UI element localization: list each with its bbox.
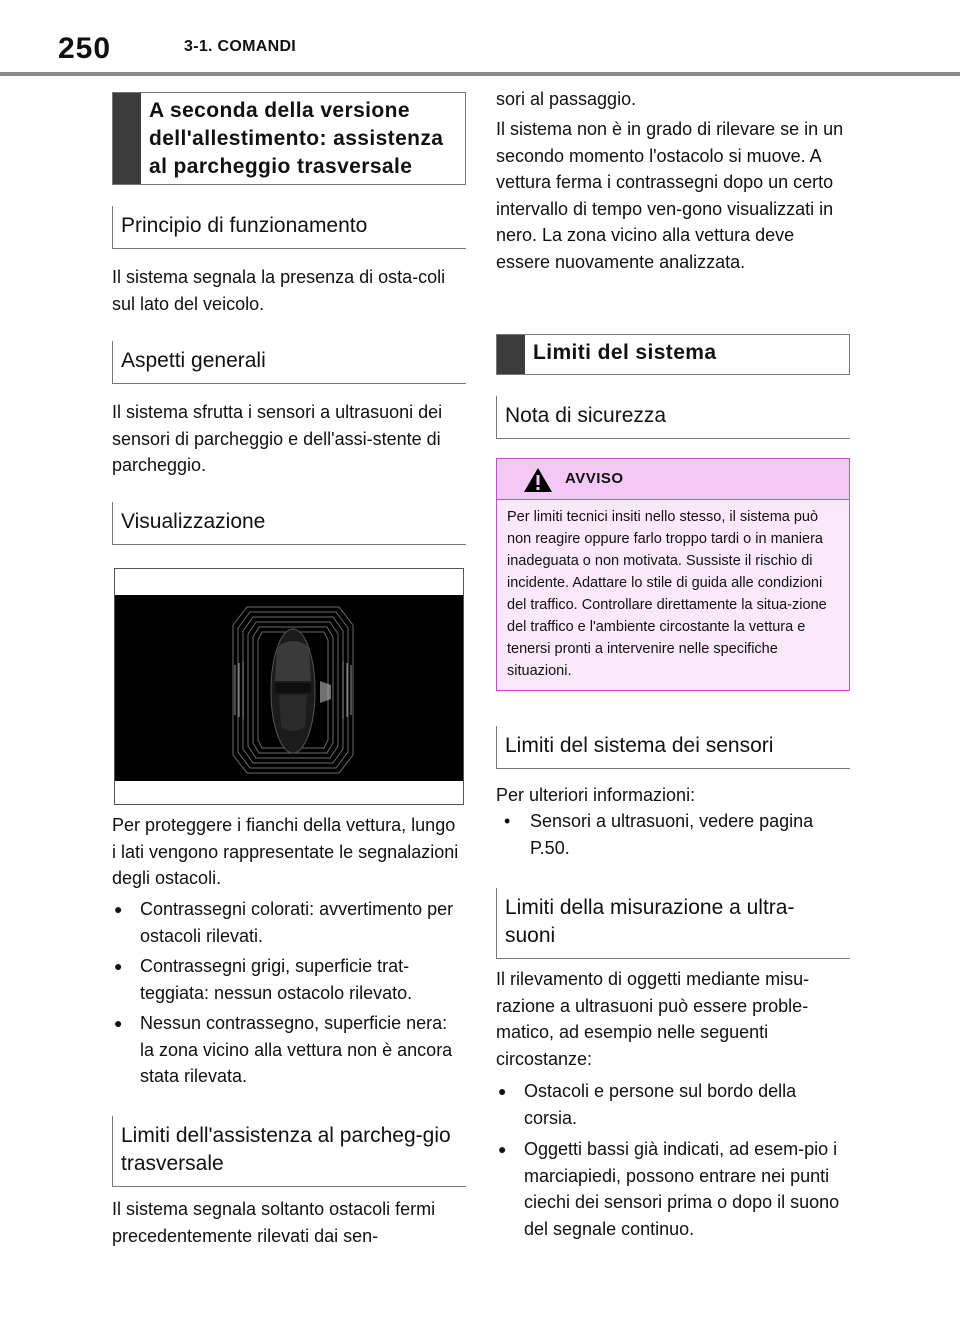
page-header [0, 0, 960, 76]
parking-display-illustration [114, 568, 464, 805]
section-title: 3-1. COMANDI [184, 38, 297, 55]
system-limits-heading-box [496, 334, 850, 375]
subheading-ultrasonic-limits: Limiti della misurazione a ultra-suoni [496, 888, 850, 959]
heading-bar [497, 335, 525, 374]
list-item: ● Nessun contrassegno, superficie nera: la zona vicino alla vettura non è ancora stata rilevata. [112, 1010, 466, 1090]
list-item [496, 808, 850, 861]
paragraph-movement: Il sistema non è in grado di rilevare se in un secondo momento l'ostacolo si muove. A vettura ferma i contrassegni dopo un certo intervallo di tempo ven-gono visualizzati in nero. La zona vicino alla vettura deve essere nuovamente analizzata. [496, 119, 844, 272]
paragraph-display: Per proteggere i fianchi della vettura, lungo i lati vengono rappresentate le segnalazioni degli ostacoli. [112, 815, 459, 888]
list-item: ● Oggetti bassi già indicati, ad esem-pio i marciapiedi, possono entrare nei punti ciechi dei sensori prima o dopo il suono del segnale continuo. [496, 1136, 850, 1242]
paragraph-more-info: Per ulteriori informazioni: [496, 785, 696, 805]
bullet-icon: ● [114, 901, 123, 917]
bullet-icon: ● [114, 1015, 123, 1031]
bullet-icon: ● [498, 1083, 507, 1099]
header-rule [0, 72, 960, 76]
system-limits-heading: Limiti del sistema [533, 341, 717, 364]
list-item: ● Contrassegni colorati: avvertimento per ostacoli rilevati. [112, 896, 466, 949]
subheading-general: Aspetti generali [112, 341, 466, 384]
bullet-icon: ● [498, 1141, 507, 1157]
warning-header [497, 459, 849, 500]
paragraph-continued: sori al passaggio. [496, 89, 637, 109]
warning-box [496, 458, 850, 691]
paragraph-principle: Il sistema segnala la presenza di osta-coli sul lato del veicolo. [112, 267, 446, 314]
feature-heading: A seconda della versione dell'allestimento: assistenza al parcheggio trasversale [149, 99, 444, 178]
subheading-safety: Nota di sicurezza [496, 396, 850, 439]
page-reference: Sensori a ultrasuoni, vedere pagina P.50. [530, 811, 814, 858]
paragraph-general: Il sistema sfrutta i sensori a ultrasuoni dei sensori di parcheggio e dell'assi-stente di parcheggio. [112, 402, 443, 475]
list-item: ● Ostacoli e persone sul bordo della corsia. [496, 1078, 850, 1131]
bullet-icon: ● [114, 958, 123, 974]
subheading-cross-assist-limits: Limiti dell'assistenza al parcheg-gio trasversale [112, 1116, 466, 1187]
feature-heading-box [112, 92, 466, 185]
page-number: 250 [58, 32, 112, 65]
subheading-sensor-limits: Limiti del sistema dei sensori [496, 726, 850, 769]
paragraph-ultrasonic: Il rilevamento di oggetti mediante misu-razione a ultrasuoni può essere proble-matico, ad esempio nelle seguenti circostanze: [496, 969, 810, 1069]
list-item: ● Contrassegni grigi, superficie trat-teggiata: nessun ostacolo rilevato. [112, 953, 466, 1006]
warning-text: Per limiti tecnici insiti nello stesso, il sistema può non reagire oppure farlo troppo tardi o in maniera inadeguata o non motivata. Sussiste il rischio di incidente. Adattare lo stile di guida alle condizioni del traffico. Controllare direttamente la situa-zione del traffico e l'ambiente circostante la vettura e tenersi pronti a intervenire nelle specifiche situazioni. [497, 500, 849, 690]
bullet-dot-icon: • [504, 811, 511, 831]
paragraph-limits: Il sistema segnala soltanto ostacoli fermi precedentemente rilevati dai sen- [112, 1199, 436, 1246]
subheading-display: Visualizzazione [112, 502, 466, 545]
warning-title: AVVISO [565, 470, 624, 487]
parking-display-screen [115, 595, 463, 781]
heading-bar [113, 93, 141, 184]
subheading-principle: Principio di funzionamento [112, 206, 466, 249]
warning-triangle-icon [523, 467, 553, 493]
